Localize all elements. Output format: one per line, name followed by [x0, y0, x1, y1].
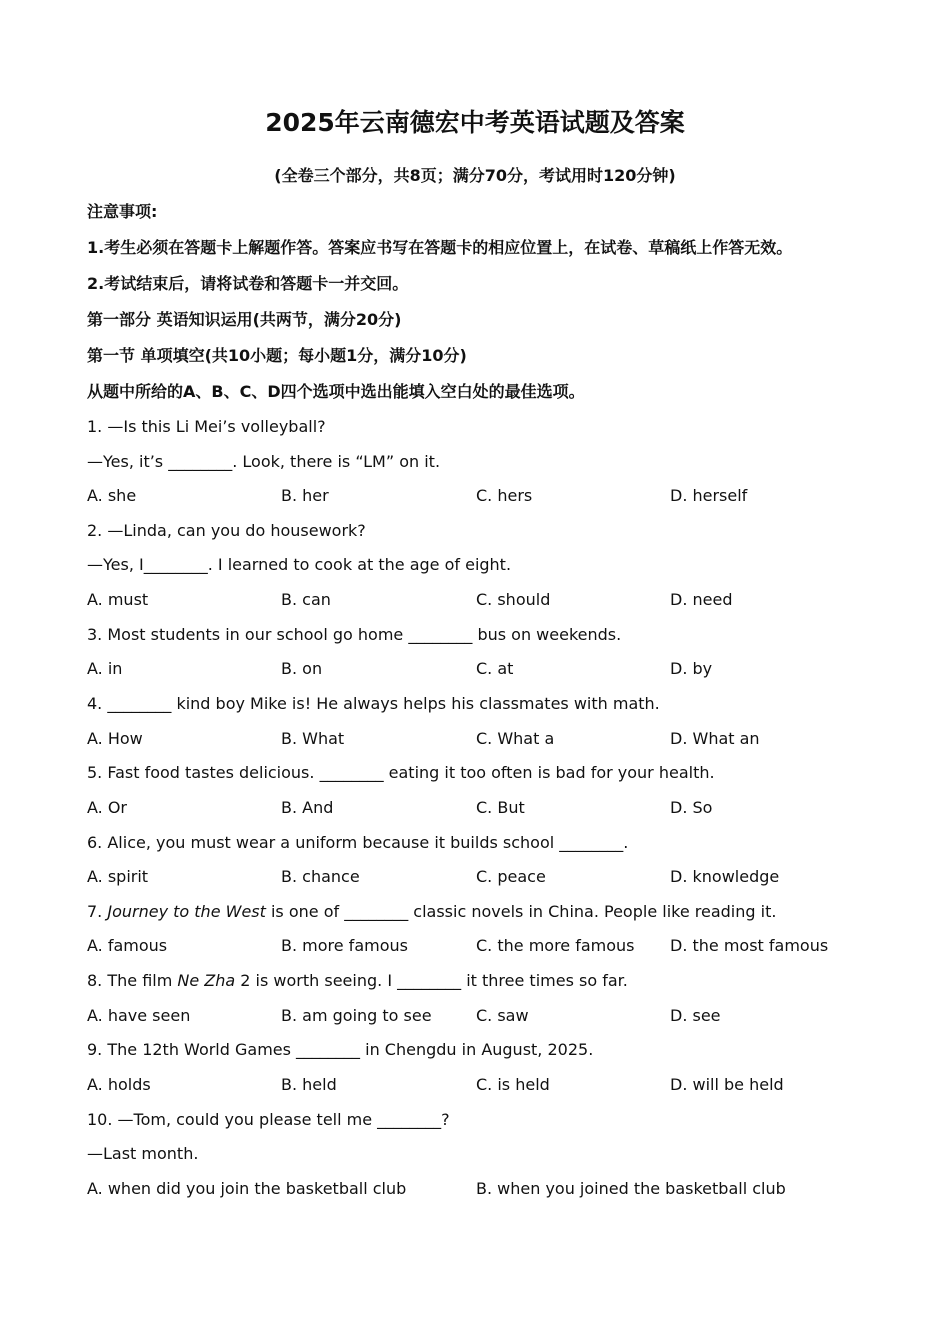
question-8-film-title: Ne Zha — [177, 971, 236, 990]
question-5-option-c: C. But — [476, 798, 525, 817]
question-7-rest: is one of ________ classic novels in China. People like reading it. — [265, 902, 777, 921]
question-3-option-d: D. by — [670, 659, 713, 678]
question-8-rest: 2 is worth seeing. I ________ it three times so far. — [235, 971, 628, 990]
question-4-option-a: A. How — [87, 729, 143, 748]
question-8-option-d: D. see — [670, 1006, 721, 1025]
question-9-option-d: D. will be held — [670, 1075, 784, 1094]
question-6-option-a: A. spirit — [87, 867, 149, 886]
question-2-option-a: A. must — [87, 590, 149, 609]
question-5-option-d: D. So — [670, 798, 713, 817]
part1-heading: 第一部分 英语知识运用(共两节，满分20分) — [87, 310, 402, 329]
section-instruction: 从题中所给的A、B、C、D四个选项中选出能填入空白处的最佳选项。 — [87, 382, 585, 401]
question-4-option-c: C. What a — [476, 729, 555, 748]
question-1-option-b: B. her — [281, 486, 329, 505]
question-1-option-c: C. hers — [476, 486, 533, 505]
question-2-response: —Yes, I________. I learned to cook at the age of eight. — [87, 555, 512, 574]
page-title: 2025年云南德宏中考英语试题及答案 — [265, 108, 685, 137]
question-10-stem: 10. —Tom, could you please tell me ________? — [87, 1110, 450, 1129]
question-2-option-b: B. can — [281, 590, 331, 609]
question-10-response: —Last month. — [87, 1144, 199, 1163]
question-1-response: —Yes, it’s ________. Look, there is “LM” on it. — [87, 452, 441, 471]
notes-item-2: 2.考试结束后，请将试卷和答题卡一并交回。 — [87, 274, 409, 293]
question-8-option-c: C. saw — [476, 1006, 529, 1025]
question-7-option-b: B. more famous — [281, 936, 408, 955]
question-7-book-title: Journey to the West — [107, 902, 266, 921]
question-7-option-d: D. the most famous — [670, 936, 829, 955]
question-3-option-b: B. on — [281, 659, 323, 678]
question-4-option-d: D. What an — [670, 729, 760, 748]
question-3-option-a: A. in — [87, 659, 123, 678]
section1-heading: 第一节 单项填空(共10小题；每小题1分，满分10分) — [87, 346, 467, 365]
question-1-option-a: A. she — [87, 486, 137, 505]
question-5-option-a: A. Or — [87, 798, 128, 817]
question-7-stem — [87, 900, 776, 924]
question-7-number: 7. — [87, 902, 108, 921]
question-2-stem: 2. —Linda, can you do housework? — [87, 521, 366, 540]
question-8-option-b: B. am going to see — [281, 1006, 432, 1025]
question-6-stem: 6. Alice, you must wear a uniform because it builds school ________. — [87, 833, 629, 852]
question-5-option-b: B. And — [281, 798, 334, 817]
question-6-option-b: B. chance — [281, 867, 360, 886]
question-1-stem: 1. —Is this Li Mei’s volleyball? — [87, 417, 326, 436]
question-9-option-c: C. is held — [476, 1075, 550, 1094]
question-7-option-c: C. the more famous — [476, 936, 635, 955]
question-8-option-a: A. have seen — [87, 1006, 191, 1025]
question-4-stem: 4. ________ kind boy Mike is! He always helps his classmates with math. — [87, 694, 660, 713]
question-9-option-b: B. held — [281, 1075, 337, 1094]
question-4-option-b: B. What — [281, 729, 345, 748]
question-10-option-a: A. when did you join the basketball club — [87, 1179, 407, 1198]
notes-item-1: 1.考生必须在答题卡上解题作答。答案应书写在答题卡的相应位置上，在试卷、草稿纸上作答无效。 — [87, 238, 793, 257]
question-9-option-a: A. holds — [87, 1075, 151, 1094]
question-2-option-c: C. should — [476, 590, 551, 609]
question-8-prefix: 8. The film — [87, 971, 178, 990]
question-8-stem — [87, 969, 628, 993]
question-6-option-c: C. peace — [476, 867, 546, 886]
question-9-stem: 9. The 12th World Games ________ in Chengdu in August, 2025. — [87, 1040, 594, 1059]
notes-heading: 注意事项: — [87, 202, 158, 221]
question-3-stem: 3. Most students in our school go home ________ bus on weekends. — [87, 625, 622, 644]
question-6-option-d: D. knowledge — [670, 867, 780, 886]
question-10-option-b: B. when you joined the basketball club — [476, 1179, 786, 1198]
question-1-option-d: D. herself — [670, 486, 748, 505]
question-3-option-c: C. at — [476, 659, 514, 678]
question-5-stem: 5. Fast food tastes delicious. ________ eating it too often is bad for your health. — [87, 763, 715, 782]
question-7-option-a: A. famous — [87, 936, 168, 955]
question-2-option-d: D. need — [670, 590, 733, 609]
page-subtitle: (全卷三个部分，共8页；满分70分，考试用时120分钟) — [274, 166, 676, 185]
